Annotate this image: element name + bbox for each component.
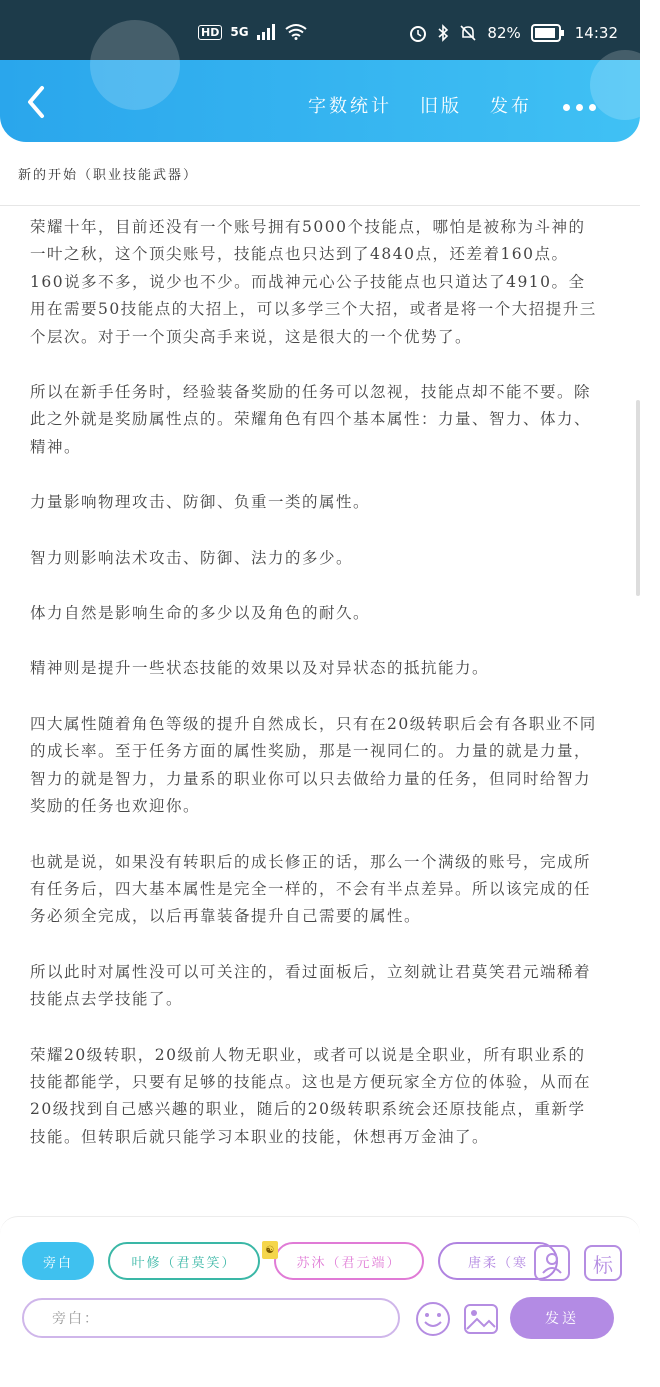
- paragraph: 力量影响物理攻击、防御、负重一类的属性。: [30, 493, 371, 512]
- send-button[interactable]: 发送: [510, 1297, 614, 1339]
- clock: 14:32: [574, 24, 618, 42]
- paragraph: 精神则是提升一些状态技能的效果以及对异状态的抵抗能力。: [30, 659, 490, 678]
- paragraph: 智力则影响法术攻击、防御、法力的多少。: [30, 548, 354, 567]
- tag-button[interactable]: [584, 1245, 622, 1281]
- network-type: 5G: [230, 25, 249, 39]
- character-chip-ye-xiu[interactable]: 叶修（君莫笑）: [108, 1242, 260, 1280]
- character-chip-su-mu[interactable]: 苏沐（君元端）: [274, 1242, 424, 1280]
- chapter-title[interactable]: 新的开始（职业技能武器）: [18, 168, 199, 183]
- character-badge: ☯: [262, 1241, 278, 1259]
- paragraph: 也就是说，如果没有转职后的成长修正的话，那么一个满级的账号，完成所有任务后，四大基本属性是完全一样的，不会有半点差异。所以该完成的任务必须全完成，以后再靠装备提升自己需要的属性。: [30, 852, 592, 926]
- divider: [0, 205, 640, 206]
- image-icon[interactable]: [462, 1300, 500, 1338]
- battery-percent: 82%: [487, 24, 521, 42]
- emoji-icon[interactable]: [414, 1300, 452, 1338]
- paragraph: 四大属性随着角色等级的提升自然成长，只有在20级转职后会有各职业不同的成长率。至于任务方面的属性奖励，那是一视同仁的。力量的就是力量，智力的就是智力，力量系的职业你可以只去做给力量的任务，但同时给智力奖励的任务也欢迎你。: [30, 714, 597, 816]
- paragraph: 荣耀20级转职，20级前人物无职业，或者可以说是全职业，所有职业系的技能都能学，只要有足够的技能点。这也是方便玩家全方位的体验，从而在20级找到自己感兴趣的职业，随后的20级转职系统会还原技能点，重新学技能。但转职后就只能学习本职业的技能，休想再万金油了。: [30, 1045, 592, 1146]
- paragraph: 所以此时对属性没可以可关注的，看过面板后，立刻就让君莫笑君元端稀着技能点去学技能了。: [30, 962, 592, 1009]
- back-arrow-icon[interactable]: [22, 82, 58, 122]
- alarm-icon: [409, 24, 427, 42]
- mute-bell-icon: [459, 24, 477, 42]
- publish-button[interactable]: 发布: [490, 96, 532, 117]
- battery-icon: [531, 24, 565, 42]
- user-card-icon: [536, 1247, 568, 1279]
- more-options-icon[interactable]: [563, 104, 596, 111]
- character-chip-narrator[interactable]: 旁白: [22, 1242, 94, 1280]
- wifi-icon: [285, 24, 307, 40]
- paragraph: 所以在新手任务时，经验装备奖励的任务可以忽视，技能点却不能不要。除此之外就是奖励属性点的。荣耀角色有四个基本属性：力量、智力、体力、精神。: [30, 383, 592, 456]
- paragraph: 荣耀十年，目前还没有一个账号拥有5000个技能点，哪怕是被称为斗神的一叶之秋，这个顶尖账号，技能点也只达到了4840点，还差着160点。160说多不多，说少也不少。而战神元心公子技能点也只道达了4910。全用在需要50技能点的大招上，可以多学三个大招，或者是将一个大招提升三个层次。对于一个顶尖高手来说，这是很大的一个优势了。: [30, 218, 597, 346]
- top-app-bar: [0, 60, 640, 142]
- chapter-content-editor[interactable]: [30, 214, 602, 1206]
- hd-indicator: HD: [198, 25, 222, 40]
- character-profile-button[interactable]: [534, 1245, 570, 1281]
- signal-icon: [257, 24, 277, 40]
- tag-icon-label: 标: [593, 1252, 613, 1277]
- scrollbar[interactable]: [636, 400, 640, 596]
- paragraph: 体力自然是影响生命的多少以及角色的耐久。: [30, 604, 371, 623]
- old-version-button[interactable]: 旧版: [420, 96, 462, 117]
- bluetooth-icon: [437, 24, 449, 42]
- word-count-button[interactable]: 字数统计: [308, 96, 392, 117]
- dialogue-input[interactable]: 旁白：: [22, 1298, 400, 1338]
- character-chip-tang-rou[interactable]: 唐柔（寒: [438, 1242, 558, 1280]
